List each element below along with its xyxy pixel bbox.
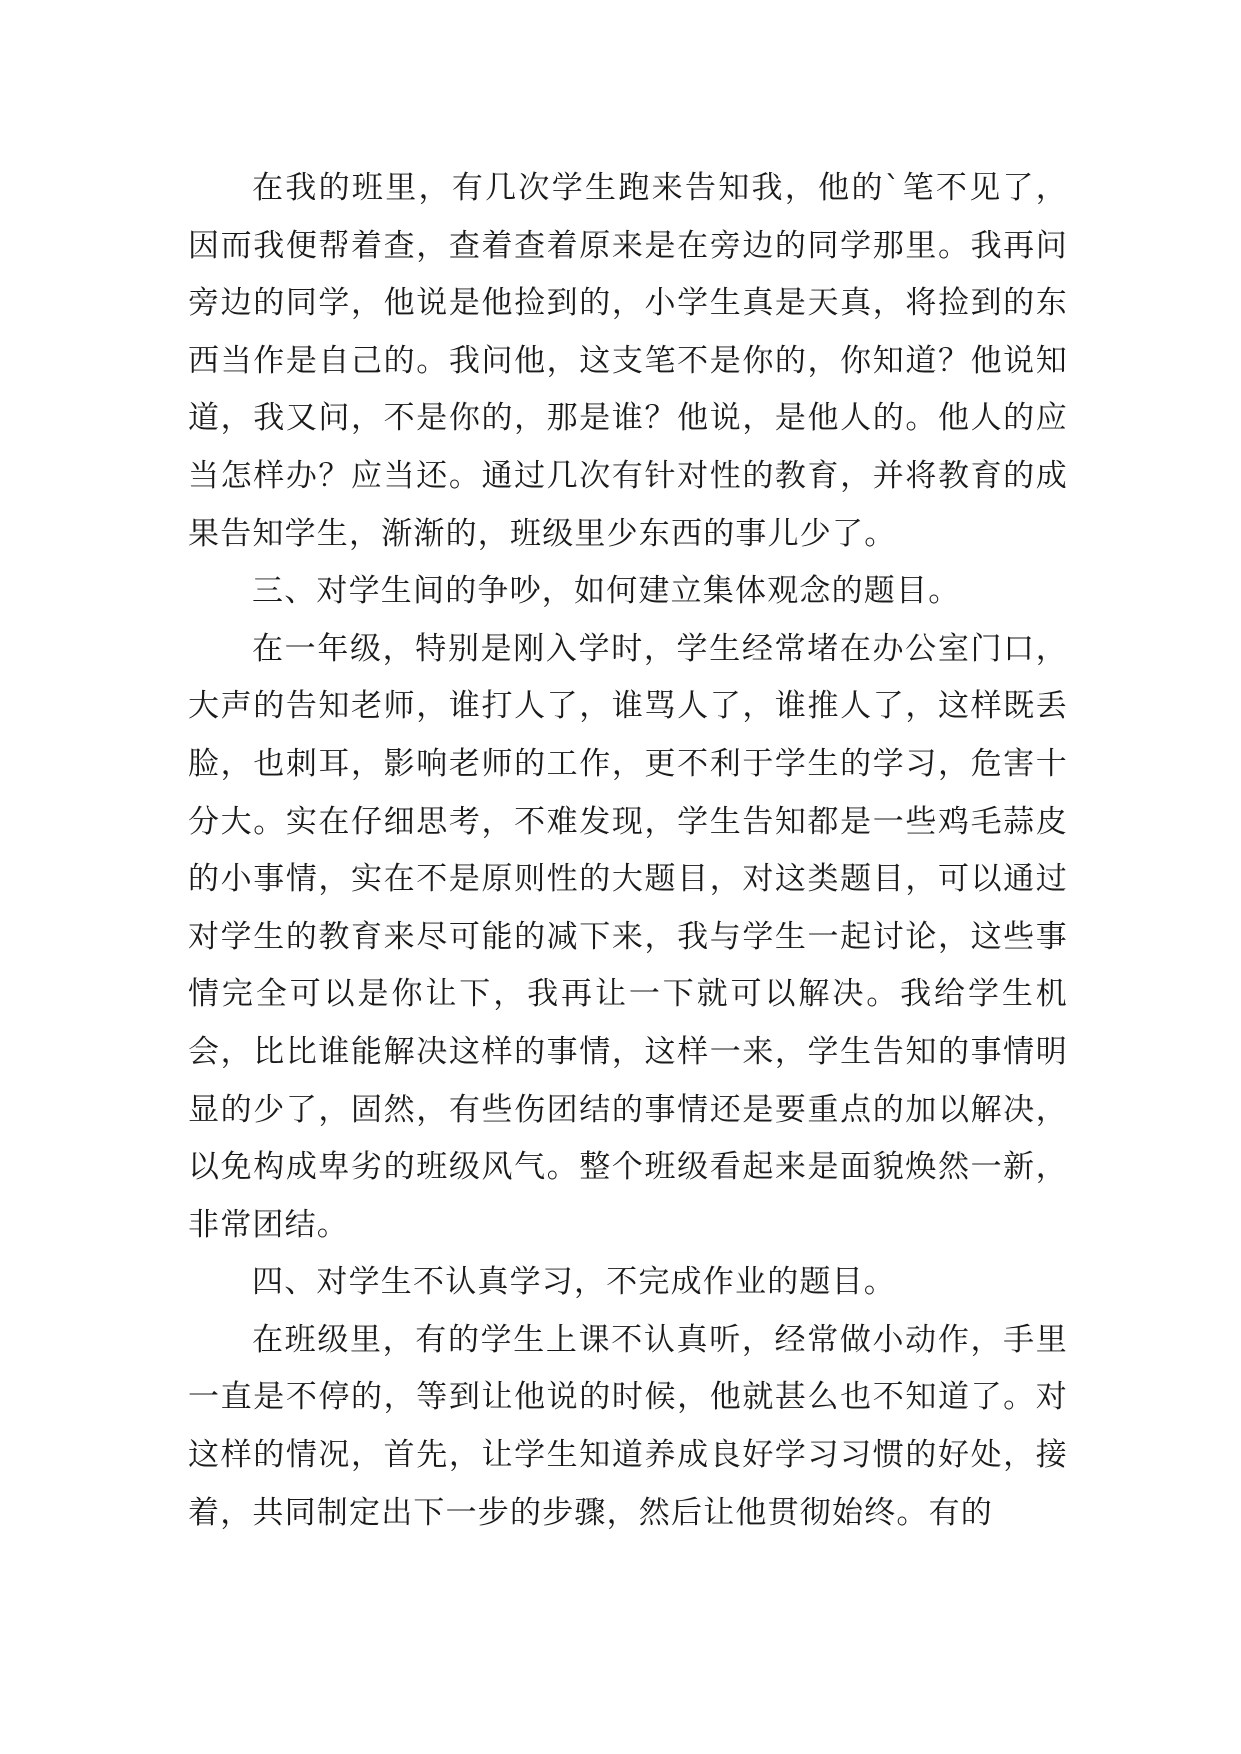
- paragraph-lost-pen: 在我的班里，有几次学生跑来告知我，他的`笔不见了，因而我便帮着查，查着查着原来是在旁边的同学那里。我再问旁边的同学，他说是他捡到的，小学生真是天真，将捡到的东西当作是自己的。我问他，这支笔不是你的，你知道？他说知道，我又问，不是你的，那是谁？他说，是他人的。他人的应当怎样办？应当还。通过几次有针对性的教育，并将教育的成果告知学生，渐渐的，班级里少东西的事儿少了。: [188, 170, 1068, 552]
- paragraph-study-habits: 在班级里，有的学生上课不认真听，经常做小动作，手里一直是不停的，等到让他说的时候，他就甚么也不知道了。对这样的情况，首先，让学生知道养成良好学习习惯的好处，接着，共同制定出下一步的步骤，然后让他贯彻始终。有的: [188, 1321, 1068, 1531]
- heading-section-four: 四、对学生不认真学习，不完成作业的题目。: [252, 1264, 896, 1301]
- paragraph-quarrels: 在一年级，特别是刚入学时，学生经常堵在办公室门口，大声的告知老师，谁打人了，谁骂人了，谁推人了，这样既丢脸，也刺耳，影响老师的工作，更不利于学生的学习，危害十分大。实在仔细思考，不难发现，学生告知都是一些鸡毛蒜皮的小事情，实在不是原则性的大题目，对这类题目，可以通过对学生的教育来尽可能的减下来，我与学生一起讨论，这些事情完全可以是你让下，我再让一下就可以解决。我给学生机会，比比谁能解决这样的事情，这样一来，学生告知的事情明显的少了，固然，有些伤团结的事情还是要重点的加以解决，以免构成卑劣的班级风气。整个班级看起来是面貌焕然一新，非常团结。: [188, 630, 1068, 1243]
- heading-section-three: 三、对学生间的争吵，如何建立集体观念的题目。: [252, 573, 961, 610]
- document-body: [188, 160, 1068, 1542]
